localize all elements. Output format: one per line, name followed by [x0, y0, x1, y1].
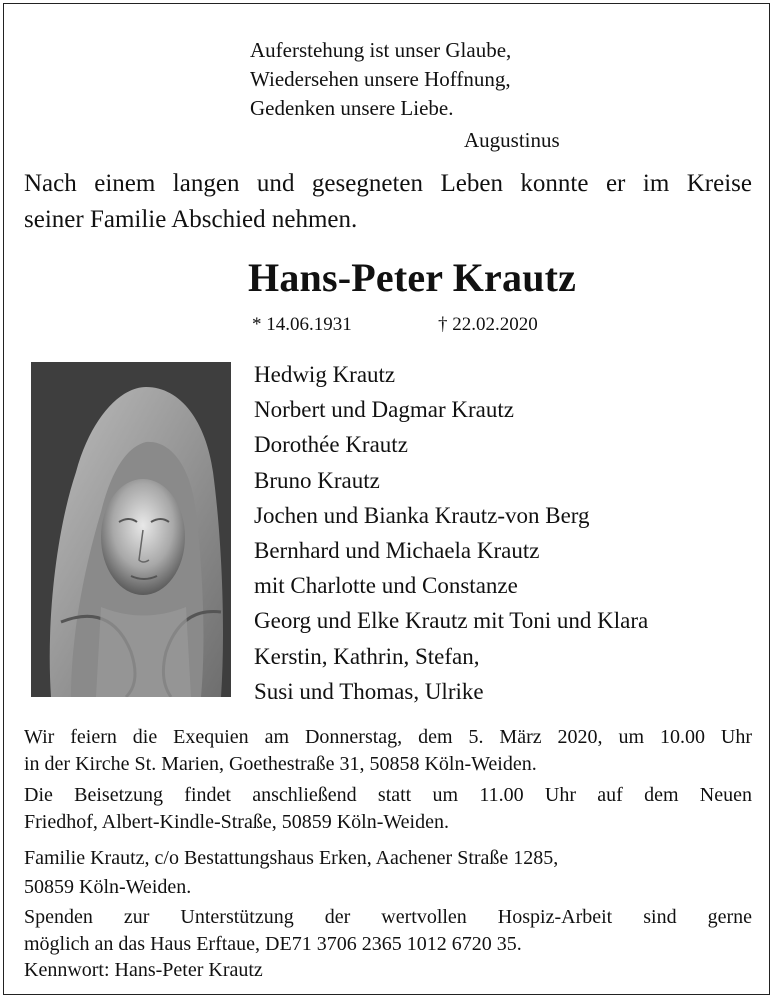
contact-address-city	[24, 874, 752, 901]
service-line: in der Kirche St. Marien, Goethestraße 31, 50858 Köln-Weiden.	[24, 753, 537, 775]
family-member: Hedwig Krautz	[254, 362, 396, 387]
family-list	[254, 357, 648, 709]
contact-line: 50859 Köln-Weiden.	[24, 876, 192, 898]
family-member: Bernhard und Michaela Krautz	[254, 538, 540, 564]
service-info	[24, 724, 752, 778]
donation-keyword	[24, 957, 752, 984]
family-member: Dorothée Krautz	[254, 432, 408, 458]
family-member: Bruno Krautz	[254, 467, 380, 493]
quote-line: Auferstehung ist unser Glaube,	[250, 38, 512, 62]
deceased-name: Hans-Peter Krautz	[248, 255, 577, 300]
family-member: Kerstin, Kathrin, Stefan,	[254, 643, 480, 669]
donation-info	[24, 904, 752, 958]
intro-line: seiner Familie Abschied nehmen.	[24, 206, 358, 233]
service-line: Wir feiern die Exequien am Donnerstag, dem 5. März 2020, um 10.00 Uhr	[24, 726, 752, 748]
quote-line: Wiedersehen unsere Hoffnung,	[250, 67, 511, 91]
family-member: Jochen und Bianka Krautz-von Berg	[254, 502, 590, 528]
death-date: † 22.02.2020	[438, 314, 538, 335]
donation-line: Spenden zur Unterstützung der wertvollen Hospiz-Arbeit sind gerne	[24, 906, 752, 928]
donation-line: möglich an das Haus Erftaue, DE71 3706 2365 1012 6720 35.	[24, 933, 522, 955]
contact-line: Familie Krautz, c/o Bestattungshaus Erken, Aachener Straße 1285,	[24, 847, 559, 869]
family-member: Susi und Thomas, Ulrike	[254, 678, 484, 704]
madonna-sculpture-icon	[31, 362, 231, 697]
contact-address	[24, 845, 752, 872]
family-member: mit Charlotte und Constanze	[254, 573, 518, 599]
burial-info	[24, 782, 752, 836]
birth-date: * 14.06.1931	[252, 314, 352, 335]
intro-line: Nach einem langen und gesegneten Leben konnte er im Kreise	[24, 170, 752, 197]
family-member: Georg und Elke Krautz mit Toni und Klara	[254, 608, 649, 634]
quote-line: Gedenken unsere Liebe.	[250, 96, 454, 120]
keyword-line: Kennwort: Hans-Peter Krautz	[24, 959, 263, 981]
family-member: Norbert und Dagmar Krautz	[254, 397, 514, 423]
quote	[250, 36, 511, 123]
intro-text	[24, 166, 752, 238]
burial-line: Friedhof, Albert-Kindle-Straße, 50859 Köln-Weiden.	[24, 811, 449, 833]
quote-author: Augustinus	[464, 128, 560, 152]
burial-line: Die Beisetzung findet anschließend statt um 11.00 Uhr auf dem Neuen	[24, 784, 752, 806]
madonna-photo	[31, 362, 231, 697]
